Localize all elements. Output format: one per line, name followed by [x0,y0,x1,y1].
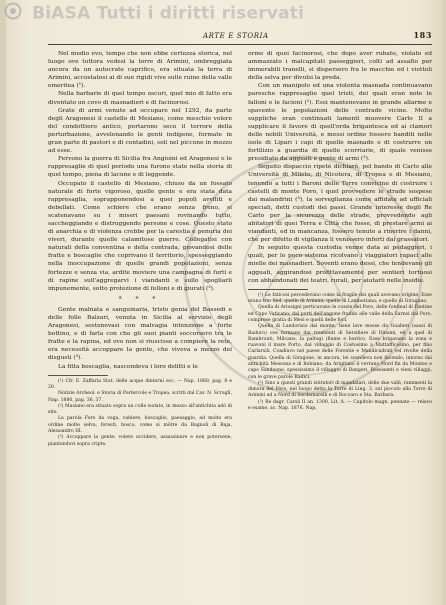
watermark [4,2,304,30]
paragraph: Occupato il castello di Mesiano, chiuso da un fossato naturale di forte vigoroso, quelle gente e era stata data rappresaglia, soprapponendosi a quei popoli avviliti e debellati. Come schiere che erano senza freno, si scatenavano su i miseri paesani rovinando tutto, saccheggiando e distruggendo persone e cose. Questo stato di anarchia e di violenza crebbe per la carestia e penuria dei viveri, durante quelle calamitose guerre. Collegatisi con naturali della conventina e della contrada, giovandosi delle fratte e boscaglie che coprivano il territorio, spesseggiando nella inoccupazione di quelle grandi popolazioni, senza fortezze e senza via, ardite moviere una campagna di furti e di rapine sull'aggregarvi i viandanti e sullo spogliarli impunemente, sotto protezione di felloni e di giurati (²). [48,180,232,292]
footnote: (³) Accoppare la gente: volere uccidere, assassinare e non potersene, piantandovi sopra cripte. [48,435,232,447]
footnote: (³) Re dagr. Carsli II an. 1300, Lit. A. — Capitolo magn. pennate — relavo e esame, ac. Nap. 1876. Nap. [248,399,432,412]
paragraph: orme di quei facinorosi, che dopo aver rubato, violato ed ammazzato i malcapitati passeggieri, colti ad assalto per immerabili tranelli, si dispersero fra le macchie ed i viottoli della selva per divulsi la preda. [248,51,432,82]
footnote: (²) Masiano era situato sopra un colle isolato, in mezzo all'antichita adò di sito. [48,403,232,416]
footnote: (²) Sino a questi grandi istitutori di mandatari, delle due valli, rammenti la dimora del Poro, nel luogo detto la Torre di Ling. 3, sul piccolo alla Torre di Arimini ed a Nord di Serdemarelli e di Roccaro e Sta. Barbara. [248,380,432,399]
paragraph: Grate di armi venute ad occupare nel 1292, da parte degli Aragonesi il castello di Mesiano, come meschio volere del condottiero antico, portarono seco il terrore della perturbazione, avvelenando le genti indigene, formate in gran parte di pastori e di contadini, soli nel piccone in mezzo ad esse. [48,107,232,155]
footnote-rule [48,375,108,376]
paragraph: In seguito questa custodia venne data ai pedaggieri, i quali, per lo poco sistema ricolvano i viaggiatori rapaci alle mielle dei masnadieri. Soventi erano dessi, che tendevano gli agguati, aggirandosi profittavamente per sentieri tortuosi con abbandonati dei teatri, rurali, per aiutarli nelle insidie. [248,245,432,284]
running-title: ARTE E STORIA [203,32,269,40]
footnote-rule [248,289,308,290]
page-edge-shadow-left [0,0,6,605]
section-separator: * * * [118,295,162,303]
paragraph: Nella barbarie di quel tempo oscuri, quel mio di fatto era diventato un covo di masnadieri e di facinorosi. [48,91,232,106]
right-column [248,50,432,412]
paragraph: Gente malnata e sanguinaria, tristo genia del Bassedi e delle folle Balzari, venuta in Sicilia al servizio degli Aragonesi, sostenevasi con malvagia intenzione a forte bottino, e di farla con che gli suoi pianti soccorsero tra le fratte e la rapina, ed ove non si riuscisse a compiere la rete, era necessità accoppare la gente, che viveva a mezzo dei disgusti (³). [48,306,232,362]
footnote: Quella di Landorisio dal monte, tiene lave mosse da Guaberi (sassi di Baduro) ove formano dai ruumenti di Sersifiere di Dinami, ed a quel di Bambronti, Milcano, la paltogi (fiume e burito). Esse brigavano la zona e ruavoni il mare Porto, dal villaggio di Costosimo a Mattafficosino, per fino Carlarsili. Coadiuvo nel paese delle Forestie e Mandicadrati vel rivolte della guardia. Quella di Giragone, in ancora, lei scendeva non facendo, intorno dai antichità Messona e di Bobiano; da Arigitano il verrano Nord fin da Monteo e capo Sandoone, spessissimo il villaggio di Bangeri, Rossisenti e vieni villaggi, con le grave parole Radici. [248,324,432,380]
paragraph: Nel medio evo, tempo che non ebbe certezza storica, nel luogo ove tuttora vedesi la torre di Arimini, ombreggiata ancora da un autocrate caprifico, era situata la terra di Arimini, accostatosi ai di sue rigidi vive sulle ruine della valle emeritea (¹). [48,51,232,90]
footnote: Notizie Archeol. e Storia di Portercole e Tropea, scritti dal Cav. N. Scrugli, Nap. 1880, pag. 36, 37. [48,391,232,403]
footnote: Quella di Ariosigni perticavano le cozzie del Poro, delle fontinal di Fantine ed Capo Vaticano; dal porti dell'angone fraddo alle valle della Sarnsi dal Poro, comprese gratia di Mesi e quelli delle foci. [248,305,432,323]
paragraph: Seguito dispaccio ripeté dichiarò, pel bando di Carlo alle Università di Mileto, di Nicotera, di Tropea e di Mesiano, tenendo a tutti i Baroni delle Terre convicine di costruire i castelli di monte Poro, i quel provvedere le strade sospese dai malandrini (³), la sorveglianza come affidate ad ufficiali speciali, detti custodi dei passi. Grande interesse degli Re Carlo per la sicurezza delle strade, provvedendo agli abitatori di quei Terra e Città che fosse, di prestare armi ai viandanti, ed in mancanza, fossero tenute a rinerire i danni, che per difetto di vigilanza li venissero inferti dai grassatori. [248,164,432,244]
footnote: (¹) Cfr. E. Zaffaria Stat. delle acque dintorni ecc. — Nap. 1880, pag. 8 e 20. [48,378,232,390]
paragraph: Fervono la guerra di Sicilia fra Angioini ed Aragonesi e le rappresaglie di quel periodo una furono state nella storia di quel tempo, piena di lacune e di leggende. [48,156,232,179]
page-header [48,30,432,42]
page-edge-shadow-right [442,0,446,605]
paragraph: Con un manipolo ed una violenta masnada continuavano paresche rappresaglie quel tristi, dei quali eran note le falloni e le facioni (¹). Essi mantenevano in grande allarme e spavento le popolazioni delle contrade vicine. Molto suppliche eran continuati lamenti muovere Carlo II a supplicare il favore di quell'orda brigantesca ed ai clamori delle nobili Università, e messi ordine fossero banditi nelle isole di Lipari i capi di quelle masnade e di costrurre un fortilizio a guardia di quelle scorriarie, di quale venisse presidiato da agguati e gente di armi (²). [248,83,432,163]
watermark-text: BiASA Tutti i diritti riservati [32,3,305,24]
header-rule [48,44,432,45]
left-column [48,50,232,448]
footnote: (¹) Le faticosi percedevano come la fragile dei quali avevano origine. Esse erano tra: Sed, quello di Arimini; quello di Lamberiana; e quello di Giragano. [248,292,432,305]
footnote: La parola Foro da voga, vabiere, boscaglio, paesaggio, ad molto era ordine molte selva, foresti, bosco, come si môtre da Bagnoli di Baja, Alessandro III. [48,416,232,435]
paragraph: La fitta boscaglia, nascondeva i loro delitti e le [58,363,198,370]
biasa-logo-icon [4,2,22,25]
page-number: 183 [413,30,432,40]
